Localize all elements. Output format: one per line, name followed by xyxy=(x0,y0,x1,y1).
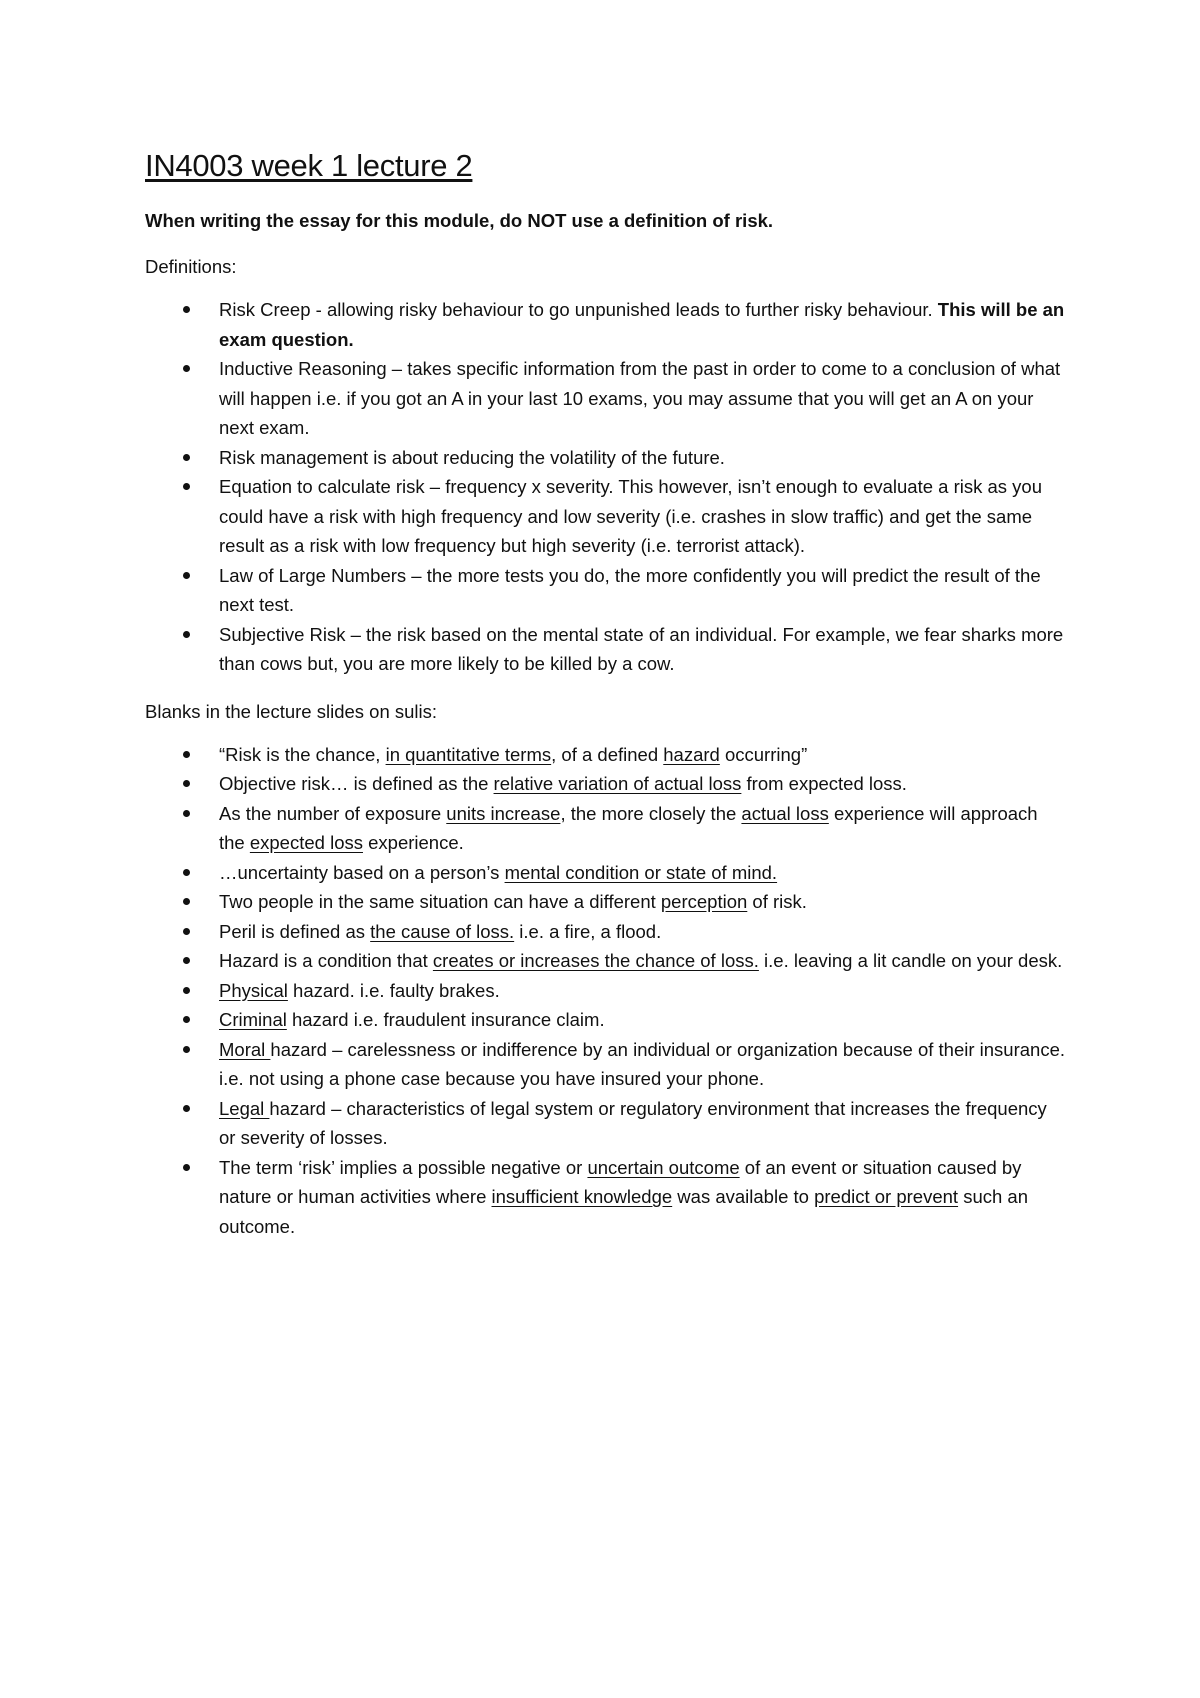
bullet-icon xyxy=(183,483,190,490)
definitions-heading: Definitions: xyxy=(145,256,237,277)
bullet-icon xyxy=(183,869,190,876)
item-text: Peril is defined as xyxy=(219,920,371,942)
list-item xyxy=(145,1094,1065,1153)
definitions-list xyxy=(145,295,1065,679)
bullet-icon xyxy=(183,810,190,817)
list-item xyxy=(145,858,1065,888)
item-text: such an outcome. xyxy=(219,1186,1028,1237)
underlined-text: uncertain outcome xyxy=(587,1156,740,1178)
underlined-text: relative variation of actual loss xyxy=(493,773,742,794)
item-text: Law of Large Numbers – the more tests you do, the more confidently you will predict the result of the next test. xyxy=(219,564,1041,615)
list-item xyxy=(145,354,1065,443)
bullet-icon xyxy=(183,306,190,313)
list-item xyxy=(145,295,1065,354)
list-item xyxy=(145,443,1065,473)
blanks-list xyxy=(145,740,1065,1242)
item-text: hazard i.e. fraudulent insurance claim. xyxy=(286,1009,605,1030)
list-item xyxy=(145,1005,1065,1035)
item-text: experience will approach the xyxy=(219,802,1038,853)
item-text: As the number of exposure xyxy=(219,802,447,824)
underlined-text: predict or prevent xyxy=(814,1186,959,1207)
item-text: i.e. leaving a lit candle on your desk. xyxy=(758,950,1063,971)
list-item xyxy=(145,1035,1065,1094)
item-text: Risk management is about reducing the volatility of the future. xyxy=(219,446,725,468)
underlined-text: insufficient knowledge xyxy=(491,1186,673,1207)
list-item xyxy=(145,561,1065,620)
bold-text: This will be an exam question. xyxy=(219,299,1065,350)
item-text: of risk. xyxy=(747,891,807,912)
list-item xyxy=(145,799,1065,858)
list-item xyxy=(145,917,1065,947)
item-text: Two people in the same situation can have a different xyxy=(219,891,661,912)
underlined-text: the cause of loss. xyxy=(370,920,515,942)
underlined-text: in quantitative terms xyxy=(385,743,552,765)
list-item xyxy=(145,946,1065,976)
blanks-heading: Blanks in the lecture slides on sulis: xyxy=(145,700,438,722)
underlined-text: Criminal xyxy=(219,1009,287,1030)
item-text: of an event or situation caused by nature or human activities where xyxy=(219,1156,1022,1207)
list-item xyxy=(145,620,1065,679)
item-text: …uncertainty based on a person’s xyxy=(219,861,505,883)
bullet-icon xyxy=(183,572,190,579)
item-text: was available to xyxy=(672,1186,815,1207)
underlined-text: mental condition or state of mind. xyxy=(504,861,778,883)
bullet-icon xyxy=(183,631,190,638)
item-text: Risk Creep - allowing risky behaviour to go unpunished leads to further risky behaviour. xyxy=(219,299,938,320)
list-item xyxy=(145,769,1065,799)
bullet-icon xyxy=(183,987,190,994)
list-item xyxy=(145,887,1065,917)
bullet-icon xyxy=(183,1164,190,1171)
item-text: Subjective Risk – the risk based on the mental state of an individual. For example, we fear sharks more than cows but, you are more likely to be killed by a cow. xyxy=(219,623,1064,674)
bullet-icon xyxy=(183,1105,190,1112)
list-item xyxy=(145,740,1065,770)
bullet-icon xyxy=(183,454,190,461)
item-text: hazard – carelessness or indifference by an individual or organization because of their insurance. i.e. not using a phone case because you have insured your phone. xyxy=(219,1038,1066,1089)
underlined-text: perception xyxy=(660,891,748,912)
underlined-text: units increase xyxy=(446,802,561,824)
page-title: IN4003 week 1 lecture 2 xyxy=(145,148,473,183)
item-text: Objective risk… is defined as the xyxy=(219,773,494,794)
item-text: , of a defined xyxy=(551,743,664,765)
item-text: Inductive Reasoning – takes specific information from the past in order to come to a conclusion of what will happen i.e. if you got an A in your last 10 exams, you may assume that you will get an A on your next exam. xyxy=(219,358,1061,438)
bullet-icon xyxy=(183,898,190,905)
item-text: i.e. a fire, a flood. xyxy=(514,920,662,942)
item-text: hazard – characteristics of legal system or regulatory environment that increases the frequency or severity of losses. xyxy=(219,1097,1047,1148)
item-text: , the more closely the xyxy=(560,802,742,824)
bullet-icon xyxy=(183,751,190,758)
bullet-icon xyxy=(183,1016,190,1023)
list-item xyxy=(145,1153,1065,1242)
underlined-text: Physical xyxy=(219,979,288,1001)
item-text: The term ‘risk’ implies a possible negative or xyxy=(219,1156,588,1178)
underlined-text: creates or increases the chance of loss. xyxy=(432,950,759,971)
item-text: experience. xyxy=(362,832,464,853)
item-text: “Risk is the chance, xyxy=(219,743,386,765)
underlined-text: Legal xyxy=(219,1097,270,1119)
underlined-text: hazard xyxy=(663,743,720,765)
essay-warning: When writing the essay for this module, do NOT use a definition of risk. xyxy=(145,210,774,231)
underlined-text: expected loss xyxy=(249,832,363,853)
bullet-icon xyxy=(183,1046,190,1053)
document-body xyxy=(145,148,1065,1259)
list-item xyxy=(145,976,1065,1006)
item-text: from expected loss. xyxy=(741,773,907,794)
underlined-text: Moral xyxy=(219,1038,271,1060)
bullet-icon xyxy=(183,365,190,372)
underlined-text: actual loss xyxy=(741,802,829,824)
bullet-icon xyxy=(183,928,190,935)
bullet-icon xyxy=(183,780,190,787)
item-text: hazard. i.e. faulty brakes. xyxy=(287,979,500,1001)
item-text: Hazard is a condition that xyxy=(219,950,433,971)
list-item xyxy=(145,472,1065,561)
item-text: Equation to calculate risk – frequency x severity. This however, isn’t enough to evaluate a risk as you could have a risk with high frequency and low severity (i.e. crashes in slow traffic) and get the same result as a risk with low frequency but high severity (i.e. terrorist attack). xyxy=(219,476,1043,556)
bullet-icon xyxy=(183,957,190,964)
item-text: occurring” xyxy=(719,743,808,765)
